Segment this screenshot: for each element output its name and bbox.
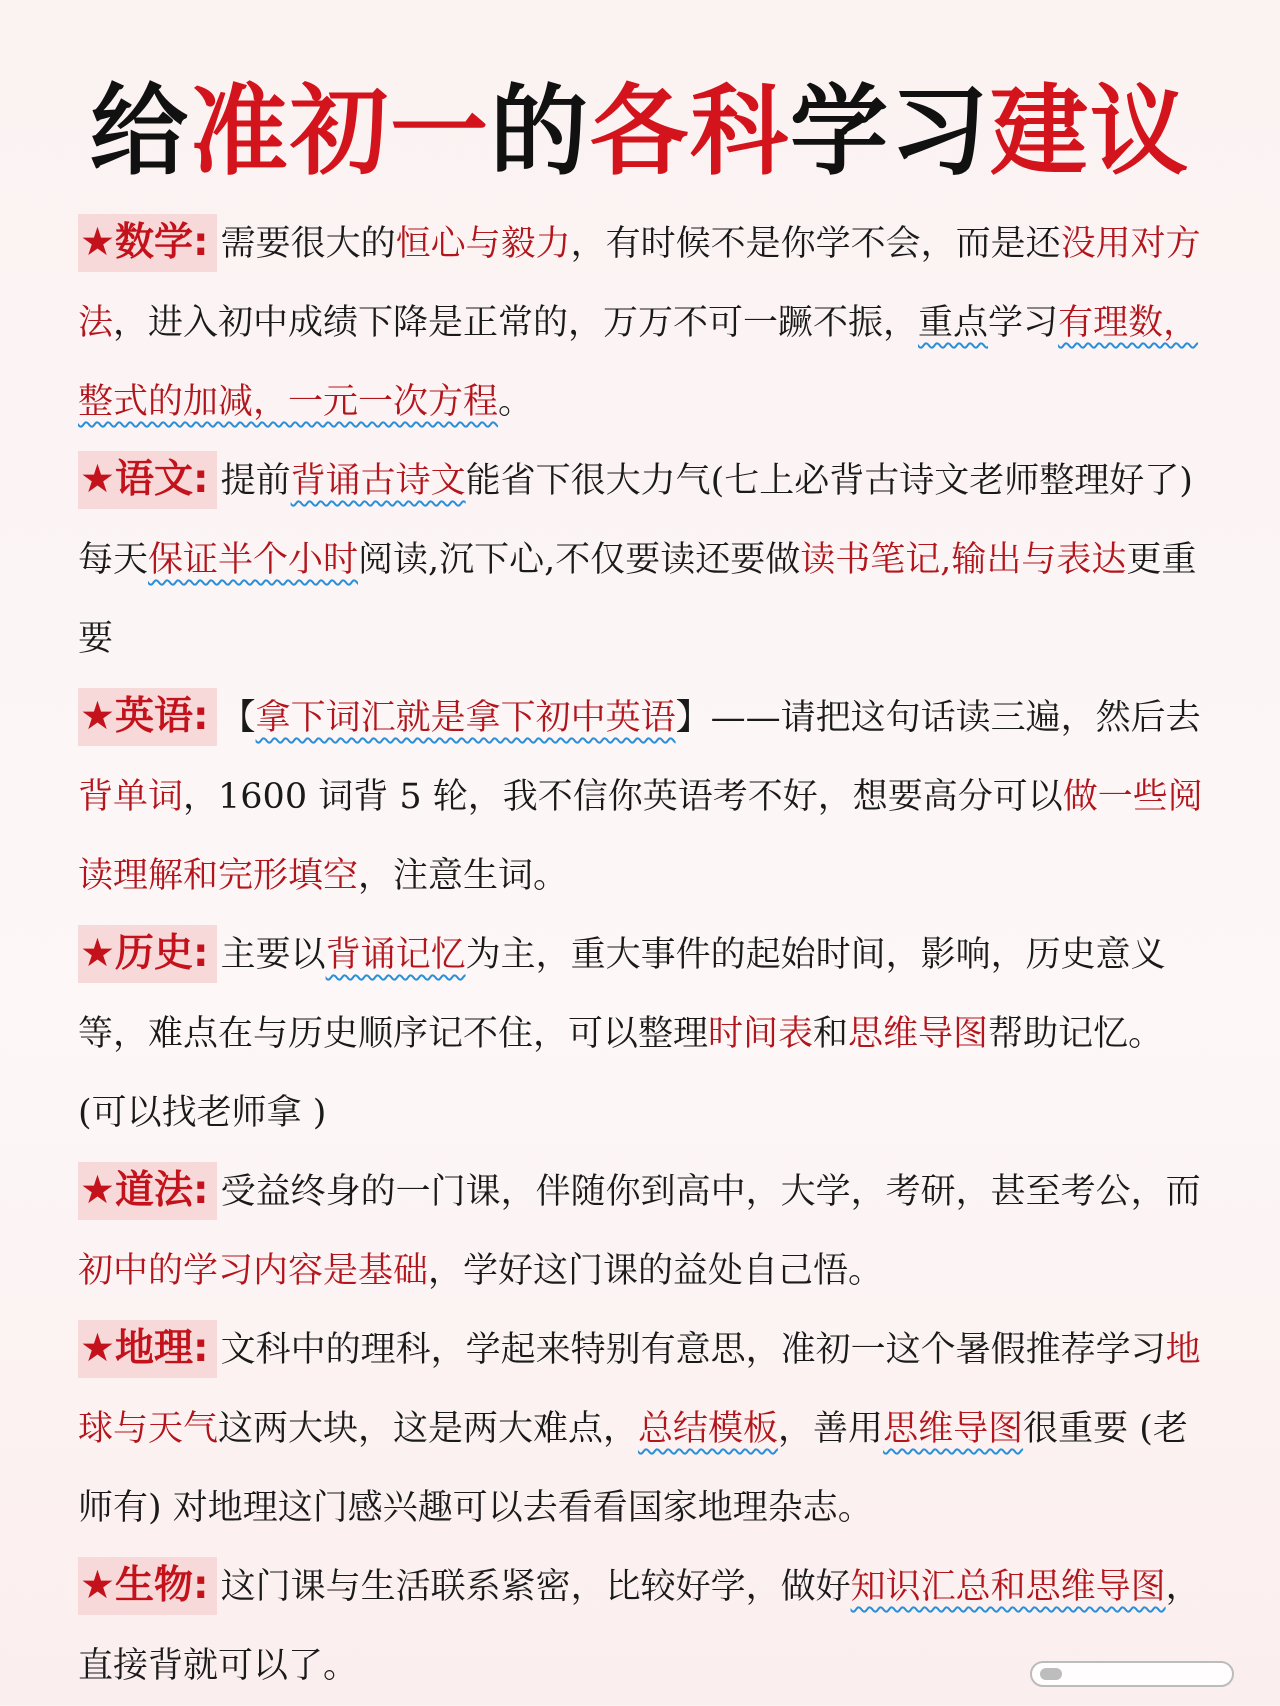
text-segment: 为主，重大事件的起始时间，影响，历史意义等，难点在与历史顺序记不住，可以整理 — [78, 935, 1166, 1054]
text-segment: 】——请把这句话读三遍，然后去 — [675, 698, 1201, 738]
text-segment: 能省下很大力气(七上必背古诗文老师整理好了) 每天 — [78, 461, 1193, 580]
highlight-text: 没用对方法 — [78, 224, 1201, 343]
text-segment: ，1600 词背 5 轮，我不信你英语考不好，想要高分可以 — [183, 777, 1063, 817]
section-heading: ★地理: — [78, 1320, 217, 1378]
section-english — [78, 679, 1208, 916]
section-heading: ★英语: — [78, 688, 217, 746]
section-heading: ★语文: — [78, 451, 217, 509]
text-segment: ，学好这门课的益处自己悟。 — [428, 1251, 884, 1291]
text-segment: 提前 — [220, 461, 291, 501]
highlight-text: 地球与天气 — [78, 1330, 1201, 1449]
text-segment: 文科中的理科，学起来特别有意思，准初一这个暑假推荐学习 — [220, 1330, 1166, 1370]
title-part: 建议 — [990, 75, 1191, 189]
highlight-underlined-text: 背诵记忆 — [325, 935, 466, 975]
text-segment: ，进入初中成绩下降是正常的，万万不可一蹶不振， — [113, 303, 919, 343]
highlight-underlined-text: 有理数，整式的加减，一元一次方程 — [78, 303, 1199, 422]
text-segment: 和 — [813, 1014, 849, 1054]
text-segment: ，有时候不是你学不会，而是还 — [570, 224, 1061, 264]
text-segment: 帮助记忆。(可以找老师拿 ) — [78, 1014, 1164, 1133]
highlight-text: 读书笔记,输出与表达 — [800, 540, 1127, 580]
highlight-text: 背单词 — [78, 777, 184, 817]
title-part: 的 — [489, 75, 590, 189]
section-heading: ★数学: — [78, 214, 217, 272]
highlight-underlined-text: 思维导图 — [883, 1409, 1024, 1449]
highlight-text: 时间表 — [708, 1014, 814, 1054]
highlight-underlined-text: 知识汇总和思维导图 — [850, 1567, 1166, 1607]
text-segment: 更重要 — [78, 540, 1197, 659]
section-geography — [78, 1311, 1208, 1548]
title-part: 学习 — [790, 75, 991, 189]
highlight-text: 做一些阅读理解和完形填空 — [78, 777, 1203, 896]
section-heading: ★历史: — [78, 925, 217, 983]
section-chinese — [78, 442, 1208, 679]
text-segment: 需要很大的 — [220, 224, 396, 264]
page-title — [0, 72, 1280, 192]
title-part: 准初一 — [189, 75, 490, 189]
section-math — [78, 205, 1208, 442]
highlight-text: 恒心与毅力 — [395, 224, 571, 264]
text-segment: 受益终身的一门课，伴随你到高中，大学，考研，甚至考公，而 — [220, 1172, 1201, 1212]
underlined-text: 重点 — [918, 303, 989, 343]
highlight-underlined-text: 总结模板 — [638, 1409, 779, 1449]
section-heading: ★道法: — [78, 1162, 217, 1220]
text-segment: 阅读,沉下心,不仅要读还要做 — [358, 540, 801, 580]
text-segment: 主要以 — [220, 935, 326, 975]
text-segment: 学习 — [988, 303, 1059, 343]
title-part: 各科 — [590, 75, 791, 189]
highlight-text: 思维导图 — [848, 1014, 989, 1054]
scroll-indicator[interactable] — [1030, 1661, 1234, 1687]
highlight-underlined-text: 拿下词汇就是拿下初中英语 — [255, 698, 676, 738]
highlight-underlined-text: 背诵古诗文 — [290, 461, 466, 501]
scroll-thumb[interactable] — [1040, 1668, 1062, 1680]
advice-list — [78, 205, 1208, 1706]
text-segment: 。 — [498, 382, 534, 422]
text-segment: 很重要 (老师有) 对地理这门感兴趣可以去看看国家地理杂志。 — [78, 1409, 1188, 1528]
text-segment: 这两大块，这是两大难点， — [218, 1409, 639, 1449]
text-segment: ，善用 — [778, 1409, 884, 1449]
title-part: 给 — [89, 75, 190, 189]
section-heading: ★生物: — [78, 1557, 217, 1615]
text-segment: ，直接背就可以了。 — [78, 1567, 1201, 1686]
text-segment: 这门课与生活联系紧密，比较好学，做好 — [220, 1567, 851, 1607]
section-history — [78, 916, 1208, 1153]
highlight-underlined-text: 保证半个小时 — [148, 540, 359, 580]
highlight-text: 初中的学习内容是基础 — [78, 1251, 429, 1291]
text-segment: 【 — [220, 698, 256, 738]
section-morality-law — [78, 1153, 1208, 1311]
text-segment: ，注意生词。 — [358, 856, 569, 896]
